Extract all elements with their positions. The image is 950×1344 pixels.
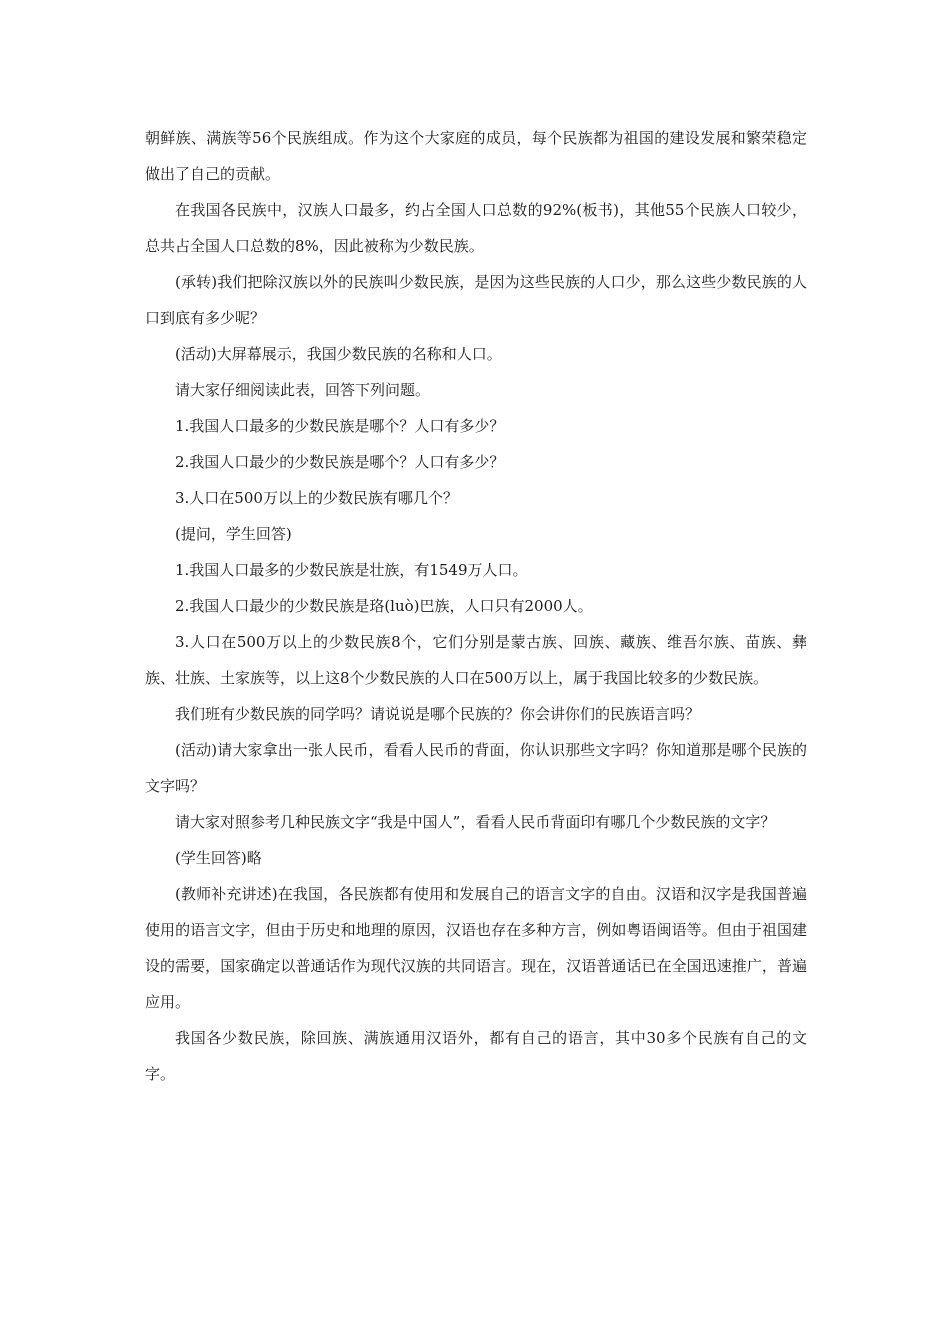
question-2: 2.我国人口最少的少数民族是哪个？人口有多少？ xyxy=(175,453,505,471)
answer-2: 2.我国人口最少的少数民族是珞(luò)巴族，人口只有2000人。 xyxy=(175,597,593,615)
paragraph-5: 请大家仔细阅读此表，回答下列问题。 xyxy=(175,381,431,399)
paragraph-2: 在我国各民族中，汉族人口最多，约占全国人口总数的92%(板书)，其他55个民族人口较少，总共占全国人口总数的8%，因此被称为少数民族。 xyxy=(145,201,807,255)
paragraph-1: 朝鲜族、满族等56个民族组成。作为这个大家庭的成员，每个民族都为祖国的建设发展和繁荣稳定做出了自己的贡献。 xyxy=(145,129,807,183)
document-body xyxy=(145,120,807,1092)
question-1: 1.我国人口最多的少数民族是哪个？人口有多少？ xyxy=(175,417,505,435)
paragraph-4: (活动)大屏幕展示，我国少数民族的名称和人口。 xyxy=(175,345,502,363)
answer-3: 3.人口在500万以上的少数民族8个，它们分别是蒙古族、回族、藏族、维吾尔族、苗族、彝族、壮族、土家族等，以上这8个少数民族的人口在500万以上，属于我国比较多的少数民族。 xyxy=(145,633,807,687)
question-3: 3.人口在500万以上的少数民族有哪几个？ xyxy=(175,489,458,507)
paragraph-rmb-activity: (活动)请大家拿出一张人民币，看看人民币的背面，你认识那些文字吗？你知道那是哪个民族的文字吗？ xyxy=(145,741,807,795)
paragraph-rmb-compare: 请大家对照参考几种民族文字“我是中国人”，看看人民币背面印有哪几个少数民族的文字？ xyxy=(175,813,776,831)
paragraph-class-question: 我们班有少数民族的同学吗？请说说是哪个民族的？你会讲你们的民族语言吗？ xyxy=(175,705,701,723)
paragraph-teacher-supplement: (教师补充讲述)在我国，各民族都有使用和发展自己的语言文字的自由。汉语和汉字是我国普遍使用的语言文字，但由于历史和地理的原因，汉语也存在多种方言，例如粤语闽语等。但由于祖国建设的需要，国家确定以普通话作为现代汉族的共同语言。现在，汉语普通话已在全国迅速推广，普遍应用。 xyxy=(145,885,807,1011)
paragraph-ask: (提问，学生回答) xyxy=(175,525,292,543)
paragraph-3: (承转)我们把除汉族以外的民族叫少数民族，是因为这些民族的人口少，那么这些少数民族的人口到底有多少呢？ xyxy=(145,273,807,327)
paragraph-student-answer: (学生回答)略 xyxy=(175,849,262,867)
paragraph-languages: 我国各少数民族，除回族、满族通用汉语外，都有自己的语言，其中30多个民族有自己的文字。 xyxy=(145,1029,807,1083)
answer-1: 1.我国人口最多的少数民族是壮族，有1549万人口。 xyxy=(175,561,528,579)
